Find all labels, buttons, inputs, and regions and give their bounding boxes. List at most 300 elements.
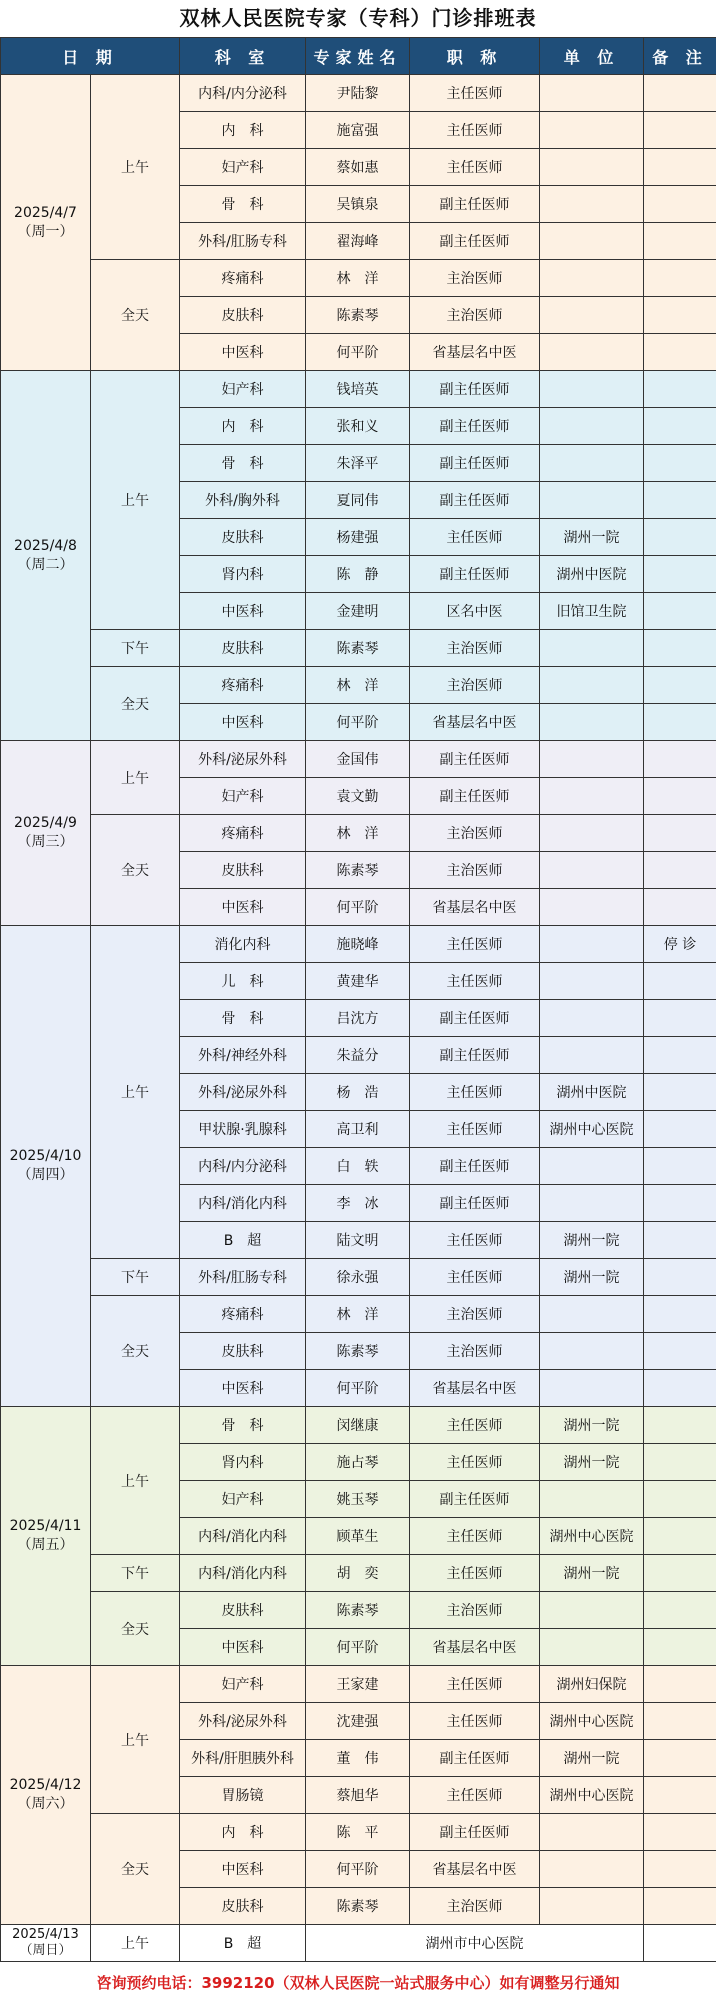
session-cell: 全天: [91, 260, 180, 371]
table-row: [1, 260, 716, 297]
title-cell: 副主任医师: [410, 741, 540, 778]
note-cell: [644, 297, 716, 334]
title-cell: 副主任医师: [410, 408, 540, 445]
doctor-cell: 何平阶: [306, 704, 410, 741]
table-row: [1, 926, 716, 963]
dept-cell: 中医科: [180, 593, 306, 630]
dept-cell: 外科/胸外科: [180, 482, 306, 519]
note-cell: [644, 889, 716, 926]
table-row: [1, 1814, 716, 1851]
unit-cell: [540, 667, 644, 704]
note-cell: [644, 1000, 716, 1037]
unit-cell: 湖州一院: [540, 1444, 644, 1481]
doctor-cell: 蔡旭华: [306, 1777, 410, 1814]
dept-cell: 骨 科: [180, 186, 306, 223]
header-dept: 科 室: [180, 38, 306, 75]
date-cell: [1, 926, 91, 1407]
dept-cell: 内 科: [180, 112, 306, 149]
doctor-cell: 吕沈方: [306, 1000, 410, 1037]
title-cell: 主任医师: [410, 519, 540, 556]
title-cell: 主任医师: [410, 926, 540, 963]
unit-cell: 湖州一院: [540, 519, 644, 556]
unit-cell: [540, 1148, 644, 1185]
session-cell: 下午: [91, 1555, 180, 1592]
doctor-cell: 翟海峰: [306, 223, 410, 260]
note-cell: [644, 1814, 716, 1851]
unit-cell: [540, 1000, 644, 1037]
unit-cell: [540, 815, 644, 852]
table-row: [1, 75, 716, 112]
note-cell: [644, 1185, 716, 1222]
unit-cell: [540, 149, 644, 186]
unit-cell: 湖州中医院: [540, 1074, 644, 1111]
session-cell: 上午: [91, 1925, 180, 1962]
note-cell: [644, 1851, 716, 1888]
doctor-cell: 顾革生: [306, 1518, 410, 1555]
note-cell: [644, 519, 716, 556]
date-cell: [1, 1666, 91, 1925]
doctor-cell: 陈素琴: [306, 630, 410, 667]
note-cell: 停 诊: [644, 926, 716, 963]
unit-cell: [540, 1851, 644, 1888]
note-cell: [644, 1666, 716, 1703]
dept-cell: 外科/泌尿外科: [180, 741, 306, 778]
unit-cell: [540, 1481, 644, 1518]
dept-cell: B 超: [180, 1925, 306, 1962]
merged-cell: 湖州市中心医院: [306, 1925, 644, 1962]
note-cell: [644, 334, 716, 371]
title-cell: 主任医师: [410, 1111, 540, 1148]
table-row: [1, 1666, 716, 1703]
note-cell: [644, 630, 716, 667]
doctor-cell: 施富强: [306, 112, 410, 149]
unit-cell: [540, 963, 644, 1000]
dept-cell: 内科/消化内科: [180, 1185, 306, 1222]
title-cell: 主任医师: [410, 963, 540, 1000]
title-cell: 主治医师: [410, 297, 540, 334]
unit-cell: [540, 889, 644, 926]
session-cell: 上午: [91, 926, 180, 1259]
unit-cell: [540, 852, 644, 889]
note-cell: [644, 1222, 716, 1259]
doctor-cell: 张和义: [306, 408, 410, 445]
note-cell: [644, 112, 716, 149]
session-cell: 全天: [91, 1814, 180, 1925]
note-cell: [644, 1703, 716, 1740]
unit-cell: [540, 704, 644, 741]
dept-cell: 皮肤科: [180, 297, 306, 334]
table-row: [1, 630, 716, 667]
dept-cell: 骨 科: [180, 1000, 306, 1037]
unit-cell: [540, 630, 644, 667]
title-cell: 主任医师: [410, 1777, 540, 1814]
doctor-cell: 杨 浩: [306, 1074, 410, 1111]
note-cell: [644, 408, 716, 445]
note-cell: [644, 1555, 716, 1592]
note-cell: [644, 1074, 716, 1111]
dept-cell: 妇产科: [180, 371, 306, 408]
doctor-cell: 施晓峰: [306, 926, 410, 963]
dept-cell: 中医科: [180, 334, 306, 371]
note-cell: [644, 223, 716, 260]
unit-cell: [540, 1629, 644, 1666]
note-cell: [644, 1740, 716, 1777]
unit-cell: 湖州一院: [540, 1555, 644, 1592]
note-cell: [644, 667, 716, 704]
unit-cell: [540, 75, 644, 112]
title-cell: 主任医师: [410, 1666, 540, 1703]
note-cell: [644, 1296, 716, 1333]
doctor-cell: 李 冰: [306, 1185, 410, 1222]
page-title: 双林人民医院专家（专科）门诊排班表: [179, 6, 537, 30]
doctor-cell: 尹陆黎: [306, 75, 410, 112]
table-row: [1, 1925, 716, 1962]
title-cell: 区名中医: [410, 593, 540, 630]
doctor-cell: 林 洋: [306, 1296, 410, 1333]
title-cell: 主治医师: [410, 667, 540, 704]
dept-cell: 外科/泌尿外科: [180, 1703, 306, 1740]
session-cell: 上午: [91, 75, 180, 260]
doctor-cell: 吴镇泉: [306, 186, 410, 223]
table-row: [1, 815, 716, 852]
title-cell: 省基层名中医: [410, 704, 540, 741]
dept-cell: 外科/肛肠专科: [180, 223, 306, 260]
doctor-cell: 沈建强: [306, 1703, 410, 1740]
title-cell: 主任医师: [410, 1407, 540, 1444]
note-cell: [644, 852, 716, 889]
weekday-text: （周六）: [17, 1796, 74, 1812]
date-text: 2025/4/11: [9, 1518, 82, 1534]
title-cell: 主治医师: [410, 1888, 540, 1925]
note-cell: [644, 1481, 716, 1518]
doctor-cell: 杨建强: [306, 519, 410, 556]
doctor-cell: 闵继康: [306, 1407, 410, 1444]
doctor-cell: 袁文勤: [306, 778, 410, 815]
session-cell: 全天: [91, 1296, 180, 1407]
note-cell: [644, 778, 716, 815]
dept-cell: 皮肤科: [180, 852, 306, 889]
date-cell: [1, 1407, 91, 1666]
dept-cell: 疼痛科: [180, 1296, 306, 1333]
title-cell: 主治医师: [410, 1333, 540, 1370]
doctor-cell: 林 洋: [306, 667, 410, 704]
dept-cell: 皮肤科: [180, 519, 306, 556]
note-cell: [644, 1444, 716, 1481]
title-cell: 副主任医师: [410, 1148, 540, 1185]
header-title: 职 称: [410, 38, 540, 75]
doctor-cell: 金国伟: [306, 741, 410, 778]
title-cell: 副主任医师: [410, 371, 540, 408]
doctor-cell: 胡 奕: [306, 1555, 410, 1592]
weekday-text: （周二）: [17, 556, 74, 573]
doctor-cell: 陈素琴: [306, 1333, 410, 1370]
dept-cell: 内科/内分泌科: [180, 75, 306, 112]
dept-cell: 皮肤科: [180, 630, 306, 667]
note-cell: [644, 1148, 716, 1185]
dept-cell: 内科/消化内科: [180, 1518, 306, 1555]
weekday-text: （周三）: [17, 834, 74, 850]
dept-cell: 消化内科: [180, 926, 306, 963]
dept-cell: 皮肤科: [180, 1333, 306, 1370]
table-row: [1, 1407, 716, 1444]
dept-cell: 内科/内分泌科: [180, 1148, 306, 1185]
unit-cell: 湖州中医院: [540, 556, 644, 593]
doctor-cell: 何平阶: [306, 889, 410, 926]
footer-notice: 咨询预约电话：3992120（双林人民医院一站式服务中心）如有调整另行通知: [96, 1974, 620, 1992]
unit-cell: [540, 112, 644, 149]
doctor-cell: 陈素琴: [306, 1888, 410, 1925]
note-cell: [644, 741, 716, 778]
title-cell: 副主任医师: [410, 778, 540, 815]
dept-cell: 皮肤科: [180, 1888, 306, 1925]
unit-cell: [540, 926, 644, 963]
title-cell: 副主任医师: [410, 1814, 540, 1851]
table-row: [1, 1296, 716, 1333]
table-row: [1, 1259, 716, 1296]
dept-cell: 内科/消化内科: [180, 1555, 306, 1592]
unit-cell: 湖州妇保院: [540, 1666, 644, 1703]
dept-cell: 中医科: [180, 1629, 306, 1666]
title-cell: 省基层名中医: [410, 334, 540, 371]
unit-cell: 湖州中心医院: [540, 1518, 644, 1555]
dept-cell: 中医科: [180, 704, 306, 741]
title-cell: 副主任医师: [410, 1000, 540, 1037]
note-cell: [644, 1518, 716, 1555]
title-cell: 主治医师: [410, 1592, 540, 1629]
note-cell: [644, 149, 716, 186]
title-cell: 主任医师: [410, 1259, 540, 1296]
dept-cell: 妇产科: [180, 1481, 306, 1518]
unit-cell: 湖州一院: [540, 1407, 644, 1444]
title-cell: 副主任医师: [410, 556, 540, 593]
table-row: [1, 741, 716, 778]
date-text: 2025/4/10: [9, 1148, 82, 1164]
doctor-cell: 黄建华: [306, 963, 410, 1000]
unit-cell: [540, 223, 644, 260]
dept-cell: 肾内科: [180, 556, 306, 593]
note-cell: [644, 371, 716, 408]
doctor-cell: 何平阶: [306, 334, 410, 371]
doctor-cell: 林 洋: [306, 260, 410, 297]
doctor-cell: 蔡如惠: [306, 149, 410, 186]
note-cell: [644, 1111, 716, 1148]
unit-cell: 湖州中心医院: [540, 1703, 644, 1740]
title-cell: 副主任医师: [410, 186, 540, 223]
unit-cell: [540, 408, 644, 445]
unit-cell: [540, 445, 644, 482]
title-cell: 主任医师: [410, 1518, 540, 1555]
unit-cell: [540, 482, 644, 519]
doctor-cell: 金建明: [306, 593, 410, 630]
table-row: [1, 1555, 716, 1592]
unit-cell: [540, 1814, 644, 1851]
note-cell: [644, 260, 716, 297]
title-cell: 主任医师: [410, 1703, 540, 1740]
doctor-cell: 何平阶: [306, 1851, 410, 1888]
session-cell: 上午: [91, 1407, 180, 1555]
unit-cell: [540, 371, 644, 408]
dept-cell: B 超: [180, 1222, 306, 1259]
unit-cell: [540, 1888, 644, 1925]
date-cell: [1, 371, 91, 741]
doctor-cell: 陈 静: [306, 556, 410, 593]
weekday-text: （周五）: [17, 1537, 74, 1553]
title-cell: 省基层名中医: [410, 889, 540, 926]
weekday-text: （周四）: [17, 1167, 74, 1183]
unit-cell: 湖州一院: [540, 1222, 644, 1259]
doctor-cell: 董 伟: [306, 1740, 410, 1777]
dept-cell: 甲状腺·乳腺科: [180, 1111, 306, 1148]
title-cell: 副主任医师: [410, 1185, 540, 1222]
doctor-cell: 朱益分: [306, 1037, 410, 1074]
unit-cell: 湖州中心医院: [540, 1111, 644, 1148]
title-cell: 主治医师: [410, 630, 540, 667]
note-cell: [644, 704, 716, 741]
weekday-text: （周一）: [17, 223, 74, 240]
doctor-cell: 林 洋: [306, 815, 410, 852]
unit-cell: 旧馆卫生院: [540, 593, 644, 630]
unit-cell: [540, 778, 644, 815]
title-cell: 主任医师: [410, 1222, 540, 1259]
doctor-cell: 白 轶: [306, 1148, 410, 1185]
session-cell: 上午: [91, 371, 180, 630]
unit-cell: [540, 186, 644, 223]
session-cell: 上午: [91, 1666, 180, 1814]
header-note: 备 注: [644, 38, 716, 75]
date-text: 2025/4/7: [14, 204, 77, 221]
note-cell: [644, 186, 716, 223]
doctor-cell: 施占琴: [306, 1444, 410, 1481]
dept-cell: 外科/肝胆胰外科: [180, 1740, 306, 1777]
unit-cell: [540, 1185, 644, 1222]
title-cell: 主任医师: [410, 112, 540, 149]
session-cell: 全天: [91, 815, 180, 926]
note-cell: [644, 1925, 716, 1962]
session-cell: 全天: [91, 667, 180, 741]
table-row: [1, 371, 716, 408]
note-cell: [644, 593, 716, 630]
schedule-table: [0, 37, 716, 1962]
date-cell: [1, 1925, 91, 1962]
note-cell: [644, 1259, 716, 1296]
note-cell: [644, 1370, 716, 1407]
doctor-cell: 徐永强: [306, 1259, 410, 1296]
dept-cell: 肾内科: [180, 1444, 306, 1481]
dept-cell: 外科/神经外科: [180, 1037, 306, 1074]
dept-cell: 妇产科: [180, 778, 306, 815]
dept-cell: 妇产科: [180, 1666, 306, 1703]
dept-cell: 中医科: [180, 1370, 306, 1407]
note-cell: [644, 1888, 716, 1925]
title-cell: 主治医师: [410, 852, 540, 889]
dept-cell: 胃肠镜: [180, 1777, 306, 1814]
unit-cell: [540, 297, 644, 334]
session-cell: 全天: [91, 1592, 180, 1666]
unit-cell: [540, 260, 644, 297]
title-cell: 副主任医师: [410, 445, 540, 482]
unit-cell: [540, 1333, 644, 1370]
doctor-cell: 夏同伟: [306, 482, 410, 519]
doctor-cell: 陈素琴: [306, 1592, 410, 1629]
note-cell: [644, 445, 716, 482]
header-date: 日 期: [1, 38, 180, 75]
dept-cell: 中医科: [180, 1851, 306, 1888]
dept-cell: 外科/泌尿外科: [180, 1074, 306, 1111]
dept-cell: 骨 科: [180, 445, 306, 482]
unit-cell: 湖州中心医院: [540, 1777, 644, 1814]
dept-cell: 中医科: [180, 889, 306, 926]
unit-cell: 湖州一院: [540, 1740, 644, 1777]
unit-cell: [540, 1037, 644, 1074]
header-unit: 单 位: [540, 38, 644, 75]
note-cell: [644, 1777, 716, 1814]
note-cell: [644, 75, 716, 112]
unit-cell: [540, 1370, 644, 1407]
dept-cell: 内 科: [180, 408, 306, 445]
title-cell: 副主任医师: [410, 1481, 540, 1518]
title-cell: 主治医师: [410, 260, 540, 297]
note-cell: [644, 1592, 716, 1629]
doctor-cell: 钱培英: [306, 371, 410, 408]
date-text: 2025/4/8: [14, 537, 77, 554]
header-row: [1, 38, 716, 75]
dept-cell: 疼痛科: [180, 667, 306, 704]
note-cell: [644, 1037, 716, 1074]
dept-cell: 骨 科: [180, 1407, 306, 1444]
note-cell: [644, 815, 716, 852]
title-cell: 主治医师: [410, 1296, 540, 1333]
date-cell: [1, 741, 91, 926]
dept-cell: 疼痛科: [180, 815, 306, 852]
doctor-cell: 陈 平: [306, 1814, 410, 1851]
note-cell: [644, 1407, 716, 1444]
note-cell: [644, 556, 716, 593]
doctor-cell: 何平阶: [306, 1370, 410, 1407]
dept-cell: 疼痛科: [180, 260, 306, 297]
table-row: [1, 1592, 716, 1629]
weekday-text: （周日）: [19, 1943, 72, 1958]
title-cell: 主任医师: [410, 149, 540, 186]
date-text: 2025/4/13: [12, 1927, 79, 1942]
dept-cell: 内 科: [180, 1814, 306, 1851]
title-cell: 主任医师: [410, 1555, 540, 1592]
note-cell: [644, 1629, 716, 1666]
note-cell: [644, 482, 716, 519]
dept-cell: 外科/肛肠专科: [180, 1259, 306, 1296]
session-cell: 下午: [91, 630, 180, 667]
header-doctor: 专家姓名: [306, 38, 410, 75]
unit-cell: 湖州一院: [540, 1259, 644, 1296]
doctor-cell: 陆文明: [306, 1222, 410, 1259]
title-cell: 省基层名中医: [410, 1370, 540, 1407]
session-cell: 上午: [91, 741, 180, 815]
date-cell: [1, 75, 91, 371]
table-row: [1, 667, 716, 704]
unit-cell: [540, 741, 644, 778]
title-cell: 主任医师: [410, 1074, 540, 1111]
unit-cell: [540, 334, 644, 371]
doctor-cell: 王家建: [306, 1666, 410, 1703]
title-cell: 副主任医师: [410, 482, 540, 519]
date-text: 2025/4/9: [14, 815, 77, 831]
dept-cell: 妇产科: [180, 149, 306, 186]
title-cell: 副主任医师: [410, 223, 540, 260]
unit-cell: [540, 1592, 644, 1629]
title-cell: 副主任医师: [410, 1037, 540, 1074]
title-cell: 主任医师: [410, 1444, 540, 1481]
dept-cell: 皮肤科: [180, 1592, 306, 1629]
unit-cell: [540, 1296, 644, 1333]
